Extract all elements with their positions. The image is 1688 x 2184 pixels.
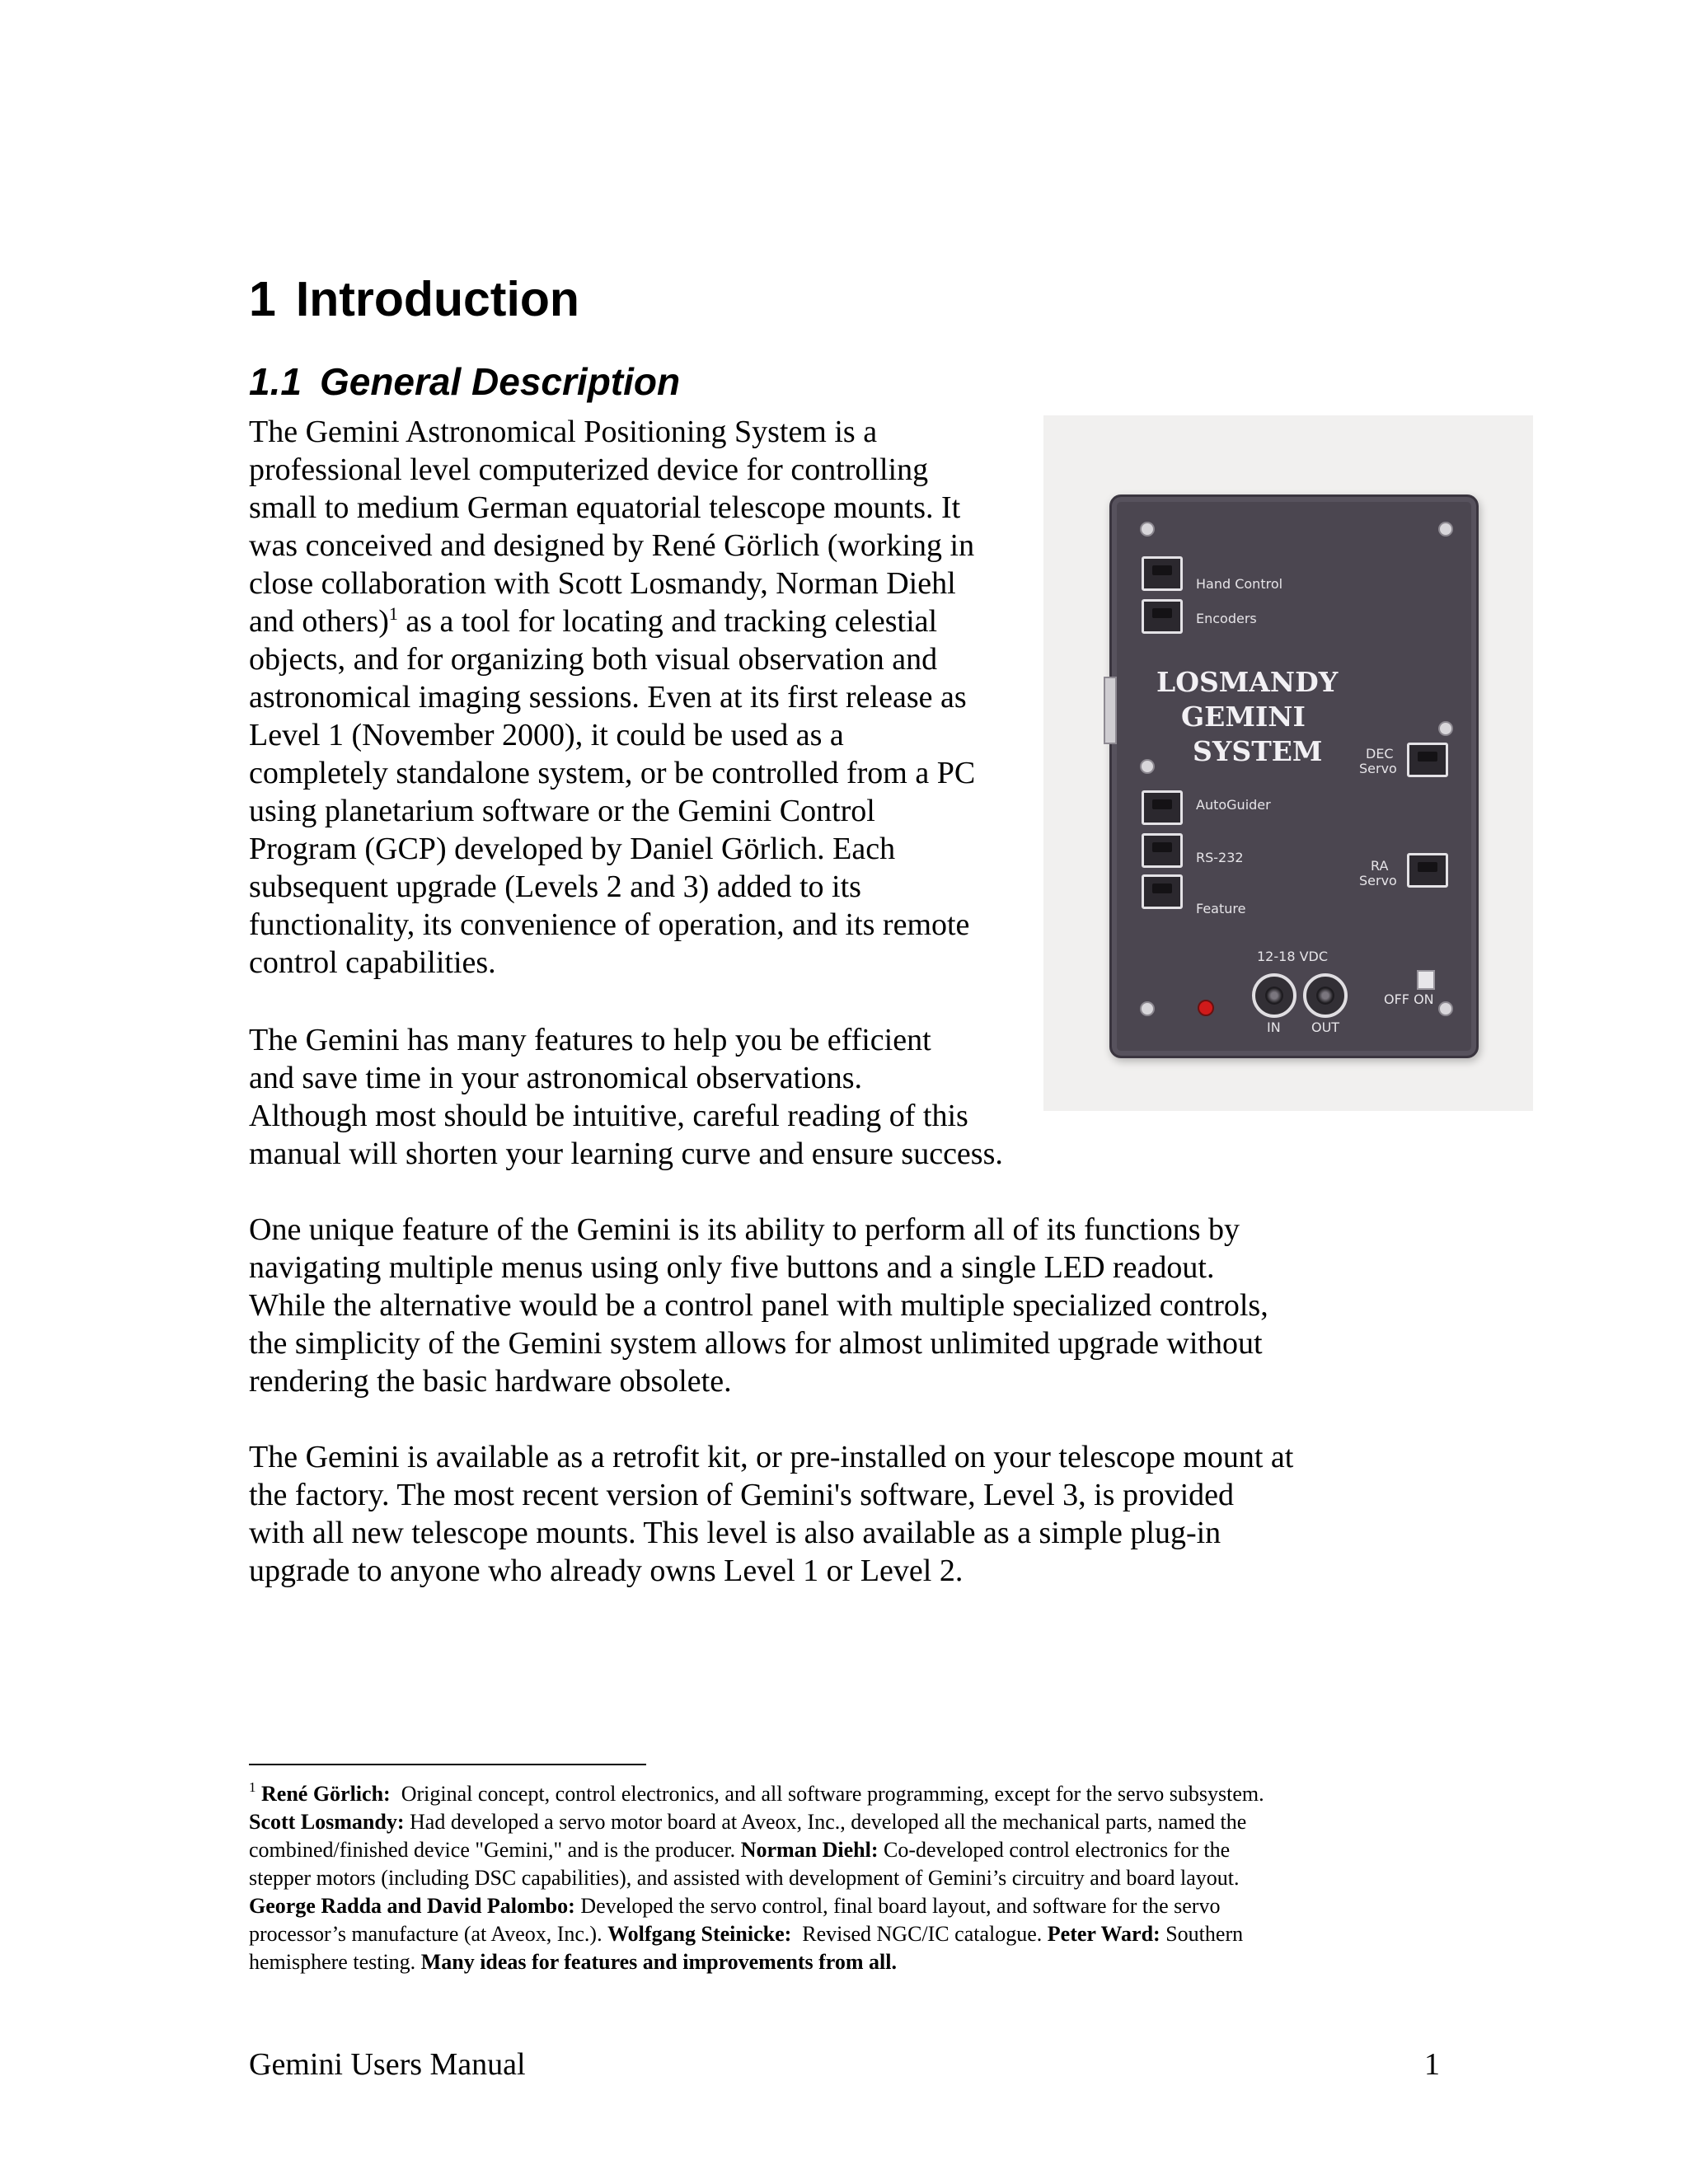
autoguider-port — [1142, 790, 1183, 825]
footnote-name: Many ideas for features and improvements from all. — [420, 1950, 897, 1974]
port-label: Encoders — [1196, 611, 1257, 626]
gemini-device-photo — [1043, 415, 1533, 1111]
subsection-title: General Description — [319, 360, 681, 403]
paragraph-features — [249, 1021, 1003, 1173]
text-line — [249, 602, 975, 640]
screw-icon — [1140, 522, 1155, 537]
rs232-port — [1142, 833, 1183, 868]
text-line: astronomical imaging sessions. Even at its first release as — [249, 680, 967, 715]
encoders-port — [1142, 599, 1183, 634]
power-out-jack — [1303, 973, 1348, 1018]
footnote-name: George Radda and David Palombo: — [249, 1894, 575, 1918]
footnote-text: processor’s manufacture (at Aveox, Inc.). — [249, 1922, 608, 1946]
subsection-heading — [249, 353, 680, 410]
port-label: Feature — [1196, 901, 1246, 916]
switch-label: OFF ON — [1384, 991, 1434, 1007]
section-number: 1 — [249, 272, 276, 326]
footnote-line — [249, 1864, 1452, 1892]
text-segment: and others) — [249, 604, 389, 639]
side-connector — [1104, 677, 1117, 744]
text-line: rendering the basic hardware obsolete. — [249, 1364, 732, 1399]
text-line: functionality, its convenience of operation, and its remote — [249, 907, 970, 942]
text-line: control capabilities. — [249, 945, 496, 980]
footnote-text: Revised NGC/IC catalogue. — [791, 1922, 1048, 1946]
ra-servo-port — [1407, 853, 1448, 888]
hand-control-port — [1142, 556, 1183, 591]
footnote-separator — [249, 1764, 646, 1765]
footnote-text: Developed the servo control, final board layout, and software for the servo — [574, 1894, 1221, 1918]
text-line: the simplicity of the Gemini system allows for almost unlimited upgrade without — [249, 1326, 1263, 1361]
port-label: Servo — [1359, 761, 1397, 776]
text-line: One unique feature of the Gemini is its ability to perform all of its functions by — [249, 1212, 1240, 1247]
text-line: subsequent upgrade (Levels 2 and 3) added to its — [249, 869, 861, 904]
power-switch — [1417, 970, 1435, 990]
paragraph-general-description — [249, 413, 975, 982]
power-led — [1198, 1000, 1214, 1016]
footnote-text: Southern — [1160, 1922, 1244, 1946]
text-line: The Gemini is available as a retrofit kit, or pre-installed on your telescope mount at — [249, 1440, 1294, 1474]
text-line: small to medium German equatorial telescope mounts. It — [249, 490, 961, 525]
text-line: navigating multiple menus using only five buttons and a single LED readout. — [249, 1250, 1215, 1285]
power-label: 12-18 VDC — [1257, 949, 1329, 964]
footnote-name: Scott Losmandy: — [249, 1810, 405, 1834]
section-heading — [249, 262, 579, 336]
text-line: manual will shorten your learning curve and ensure success. — [249, 1137, 1003, 1171]
text-line: Program (GCP) developed by Daniel Görlich. Each — [249, 832, 896, 866]
footnote-text: hemisphere testing. — [249, 1950, 421, 1974]
footnote — [249, 1780, 1452, 1976]
footnote-marker: 1 — [249, 1779, 256, 1795]
footnote-line — [249, 1920, 1452, 1948]
footnote-text: Co-developed control electronics for the — [878, 1838, 1231, 1862]
footnote-text: stepper motors (including DSC capabilities), and assisted with development of Gemini’s circuitry and board layout. — [249, 1866, 1240, 1890]
footnote-line — [249, 1948, 1452, 1976]
footnote-name: René Görlich: — [261, 1782, 391, 1806]
text-line: with all new telescope mounts. This level is also available as a simple plug-in — [249, 1516, 1221, 1550]
port-label: DEC — [1366, 746, 1394, 762]
footnote-line — [249, 1836, 1452, 1864]
footnote-name: Norman Diehl: — [740, 1838, 879, 1862]
paragraph-unique-feature — [249, 1211, 1268, 1400]
port-label: RS-232 — [1196, 850, 1244, 865]
text-line: The Gemini has many features to help you be efficient — [249, 1023, 931, 1057]
text-line: Level 1 (November 2000), it could be used as a — [249, 718, 844, 752]
brand-logo: LOSMANDY GEMINI SYSTEM — [1156, 666, 1339, 767]
section-title: Introduction — [295, 272, 579, 326]
text-line: using planetarium software or the Gemini Control — [249, 794, 875, 828]
paragraph-availability — [249, 1438, 1293, 1590]
text-line: close collaboration with Scott Losmandy, Norman Diehl — [249, 566, 956, 601]
footnote-text: Had developed a servo motor board at Aveox, Inc., developed all the mechanical parts, named the — [404, 1810, 1247, 1834]
footnote-name: Wolfgang Steinicke: — [607, 1922, 792, 1946]
screw-icon — [1140, 1001, 1155, 1016]
footnote-text: Original concept, control electronics, and all software programming, except for the servo subsystem. — [390, 1782, 1264, 1806]
footnote-text: combined/finished device "Gemini," and is the producer. — [249, 1838, 741, 1862]
dec-servo-port — [1407, 743, 1448, 777]
port-label: Servo — [1359, 873, 1397, 888]
text-line: The Gemini Astronomical Positioning System is a — [249, 415, 878, 449]
footnote-name: Peter Ward: — [1047, 1922, 1160, 1946]
feature-port — [1142, 874, 1183, 909]
jack-label: OUT — [1311, 1019, 1340, 1035]
screw-icon — [1438, 522, 1453, 537]
jack-label: IN — [1267, 1019, 1281, 1035]
port-label: AutoGuider — [1196, 797, 1271, 813]
footnote-line — [249, 1808, 1452, 1836]
text-line: objects, and for organizing both visual observation and — [249, 642, 938, 677]
text-line: Although most should be intuitive, careful reading of this — [249, 1099, 968, 1133]
page-number: 1 — [1424, 2047, 1440, 2082]
port-label: Hand Control — [1196, 576, 1283, 592]
footnote-line — [249, 1780, 1452, 1808]
screw-icon — [1438, 721, 1453, 736]
screw-icon — [1140, 759, 1155, 774]
text-line: was conceived and designed by René Görlich (working in — [249, 528, 975, 563]
text-line: professional level computerized device for controlling — [249, 452, 929, 487]
text-segment: as a tool for locating and tracking celestial — [397, 604, 938, 639]
subsection-number: 1.1 — [249, 360, 302, 403]
footnote-reference[interactable]: 1 — [388, 603, 398, 624]
text-line: and save time in your astronomical observations. — [249, 1061, 862, 1095]
footer-title: Gemini Users Manual — [249, 2047, 526, 2082]
power-in-jack — [1252, 973, 1296, 1018]
text-line: completely standalone system, or be controlled from a PC — [249, 756, 976, 790]
text-line: the factory. The most recent version of Gemini's software, Level 3, is provided — [249, 1478, 1235, 1512]
port-label: RA — [1371, 858, 1389, 874]
control-box — [1109, 494, 1479, 1058]
screw-icon — [1438, 1001, 1453, 1016]
footnote-line — [249, 1892, 1452, 1920]
text-line: upgrade to anyone who already owns Level 1 or Level 2. — [249, 1554, 964, 1588]
text-line: While the alternative would be a control panel with multiple specialized controls, — [249, 1288, 1268, 1323]
